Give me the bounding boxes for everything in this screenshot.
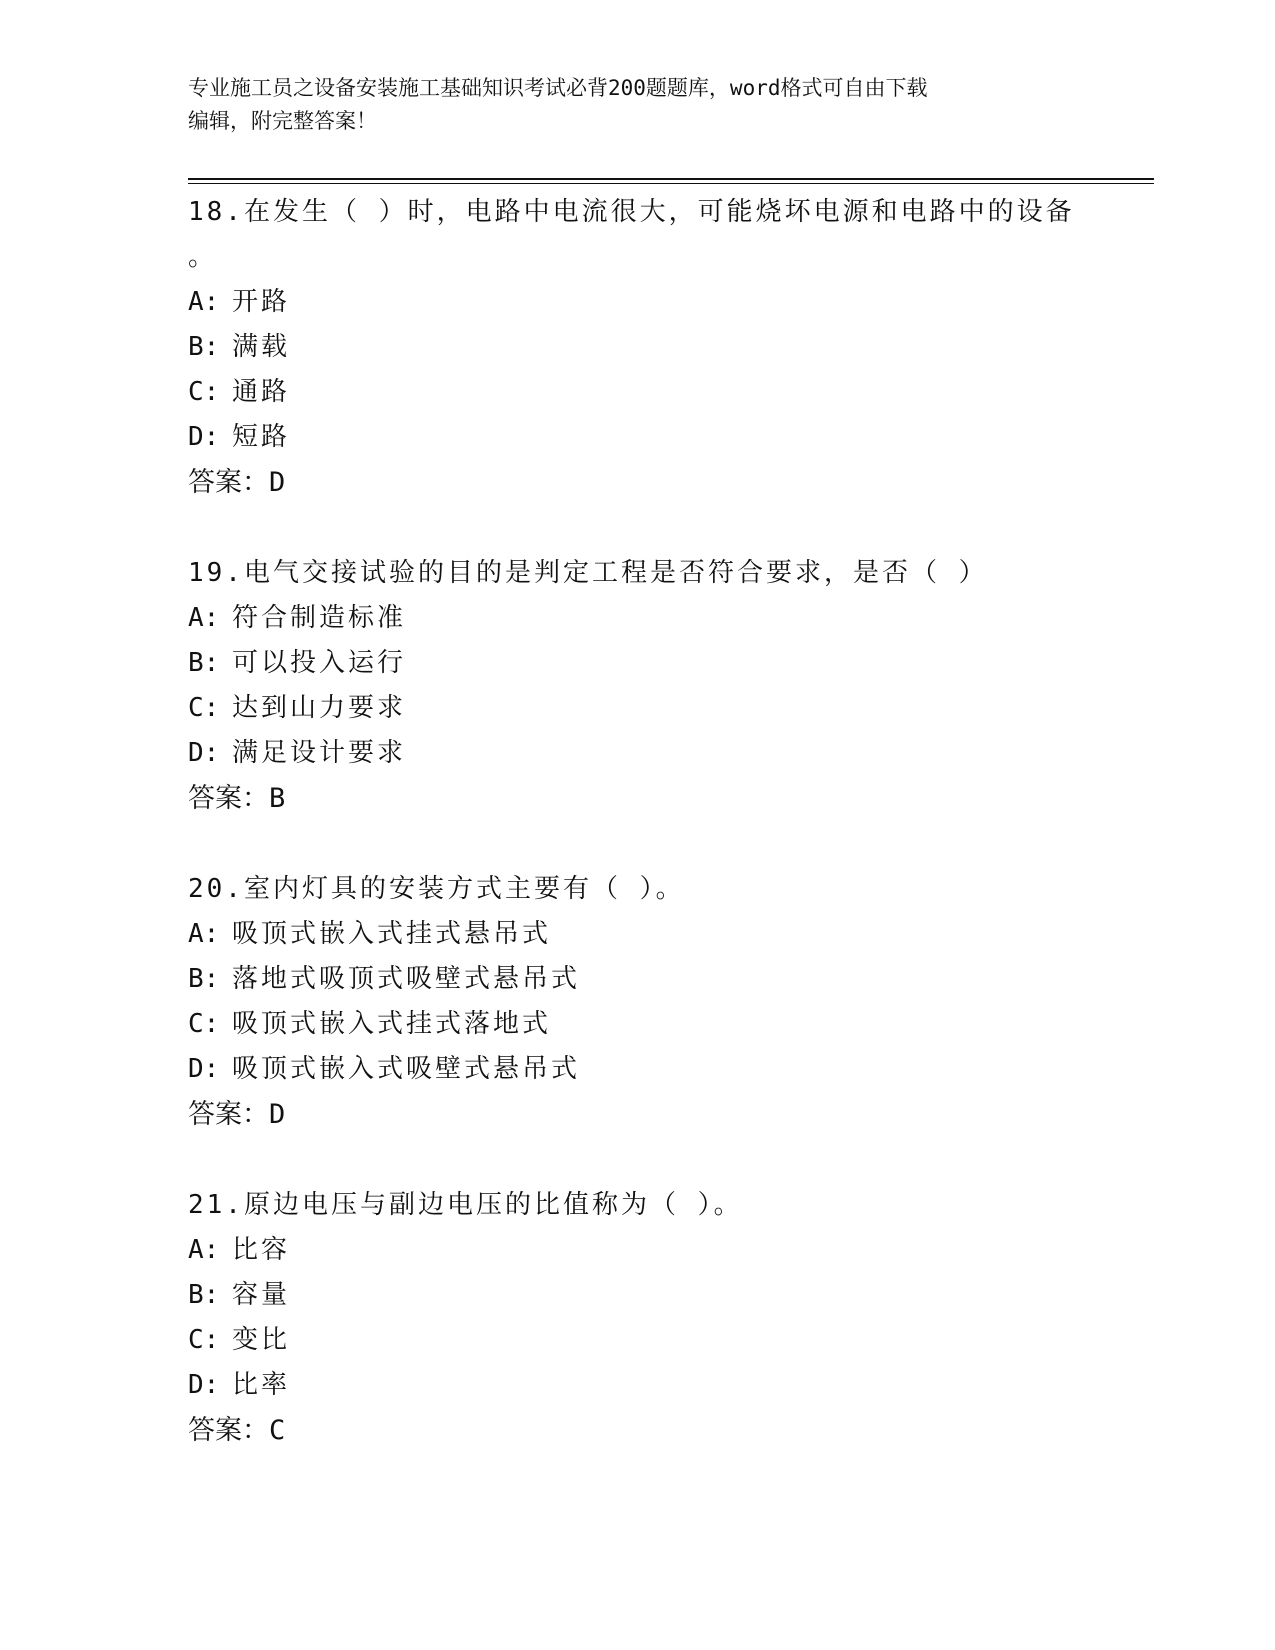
option-text: 达到山力要求 — [232, 693, 407, 723]
option-key: B: — [188, 648, 220, 678]
header-divider-thin — [188, 183, 1154, 184]
option-text: 开路 — [232, 287, 291, 317]
option-key: C: — [188, 1009, 220, 1039]
option-key: D: — [188, 1370, 220, 1400]
option-key: C: — [188, 693, 220, 723]
option-text: 满载 — [232, 332, 291, 362]
answer-label: 答案： — [188, 467, 269, 498]
answer-label: 答案： — [188, 1099, 269, 1130]
option-c — [188, 1318, 1088, 1363]
header-line-1: 专业施工员之设备安装施工基础知识考试必背200题题库，word格式可自由下载 — [188, 76, 928, 100]
option-text: 吸顶式嵌入式挂式悬吊式 — [232, 919, 552, 949]
option-text: 可以投入运行 — [232, 648, 407, 678]
answer-value: D — [269, 467, 286, 498]
option-c — [188, 686, 1088, 731]
option-d — [188, 731, 1088, 776]
option-a — [188, 280, 1088, 325]
option-key: A: — [188, 287, 220, 317]
option-key: C: — [188, 1325, 220, 1355]
option-text: 吸顶式嵌入式挂式落地式 — [232, 1009, 552, 1039]
option-text: 比容 — [232, 1235, 291, 1265]
option-b — [188, 957, 1088, 1002]
answer-value: C — [269, 1415, 286, 1446]
option-c — [188, 370, 1088, 415]
option-b — [188, 641, 1088, 686]
option-d — [188, 415, 1088, 460]
option-b — [188, 1273, 1088, 1318]
option-key: B: — [188, 1280, 220, 1310]
question-stem: 21.原边电压与副边电压的比值称为（ ）。 — [188, 1190, 743, 1220]
option-d — [188, 1047, 1088, 1092]
option-a — [188, 912, 1088, 957]
option-key: D: — [188, 1054, 220, 1084]
option-a — [188, 596, 1088, 641]
option-text: 吸顶式嵌入式吸壁式悬吊式 — [232, 1054, 581, 1084]
option-text: 落地式吸顶式吸壁式悬吊式 — [232, 964, 581, 994]
question-list — [188, 190, 1088, 1499]
question-20 — [188, 867, 1088, 1137]
header-divider-thick — [188, 178, 1154, 180]
answer-value: B — [269, 783, 286, 814]
option-text: 容量 — [232, 1280, 291, 1310]
question-18 — [188, 190, 1088, 505]
answer-line — [188, 1408, 1088, 1453]
option-key: D: — [188, 738, 220, 768]
option-b — [188, 325, 1088, 370]
option-text: 比率 — [232, 1370, 291, 1400]
option-d — [188, 1363, 1088, 1408]
option-key: D: — [188, 422, 220, 452]
question-stem: 18.在发生（ ）时，电路中电流很大，可能烧坏电源和电路中的设备 — [188, 197, 1075, 227]
answer-line — [188, 1092, 1088, 1137]
option-key: A: — [188, 1235, 220, 1265]
option-a — [188, 1228, 1088, 1273]
option-text: 通路 — [232, 377, 291, 407]
option-key: B: — [188, 332, 220, 362]
option-text: 满足设计要求 — [232, 738, 407, 768]
option-text: 短路 — [232, 422, 291, 452]
answer-label: 答案： — [188, 1415, 269, 1446]
option-key: A: — [188, 603, 220, 633]
question-stem: 19.电气交接试验的目的是判定工程是否符合要求，是否（ ） — [188, 558, 988, 588]
option-key: C: — [188, 377, 220, 407]
option-text: 符合制造标准 — [232, 603, 407, 633]
answer-line — [188, 776, 1088, 821]
answer-value: D — [269, 1099, 286, 1130]
option-key: A: — [188, 919, 220, 949]
question-stem: 20.室内灯具的安装方式主要有（ ）。 — [188, 874, 685, 904]
option-text: 变比 — [232, 1325, 291, 1355]
question-stem-tail: 。 — [188, 242, 215, 272]
header-line-2: 编辑，附完整答案！ — [188, 109, 377, 133]
option-key: B: — [188, 964, 220, 994]
answer-line — [188, 460, 1088, 505]
question-19 — [188, 551, 1088, 821]
option-c — [188, 1002, 1088, 1047]
answer-label: 答案： — [188, 783, 269, 814]
question-21 — [188, 1183, 1088, 1453]
document-header — [188, 72, 1068, 138]
